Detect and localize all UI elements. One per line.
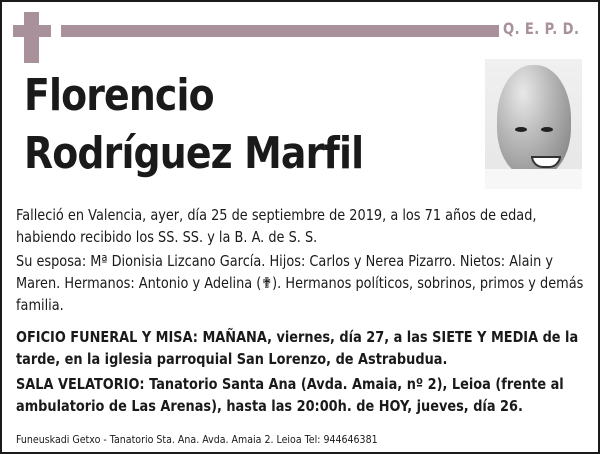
qepd-label: Q. E. P. D. bbox=[503, 19, 580, 38]
cross-icon bbox=[24, 12, 39, 63]
funeral-text: OFICIO FUNERAL Y MISA: MAÑANA, viernes, día 27, a las SIETE Y MEDIA de la tarde, en la iglesia parroquial San Lorenzo, de Astrabudua. bbox=[16, 328, 579, 368]
last-name: Rodríguez Marfil bbox=[24, 128, 364, 179]
wake-text: SALA VELATORIO: Tanatorio Santa Ana (Avda. Amaia, nº 2), Leioa (frente al ambulatorio de Las Arenas), hasta las 20:00h. de HOY, jueves, día 26. bbox=[16, 375, 564, 415]
family-text: Su esposa: Mª Dionisia Lizcano García. Hijos: Carlos y Nerea Pizarro. Nietos: Alain y Maren. Hermanos: Antonio y Adelina (✟). Hermanos políticos, sobrinos, primos y demás familia. bbox=[16, 252, 584, 314]
portrait-eye bbox=[515, 127, 527, 132]
portrait-eye bbox=[541, 127, 553, 132]
first-name: Florencio bbox=[24, 70, 214, 121]
header-rule bbox=[61, 25, 499, 37]
cross-icon-bar bbox=[13, 25, 51, 37]
portrait-photo bbox=[485, 59, 582, 189]
footer-contact: Funeuskadi Getxo - Tanatorio Sta. Ana. Avda. Amaia 2. Leioa Tel: 944646381 bbox=[16, 433, 378, 446]
death-notice-text: Falleció en Valencia, ayer, día 25 de septiembre de 2019, a los 71 años de edad, habiendo recibido los SS. SS. y la B. A. de S. S. bbox=[16, 206, 537, 246]
portrait-shirt bbox=[485, 169, 582, 189]
deceased-name bbox=[24, 67, 363, 183]
